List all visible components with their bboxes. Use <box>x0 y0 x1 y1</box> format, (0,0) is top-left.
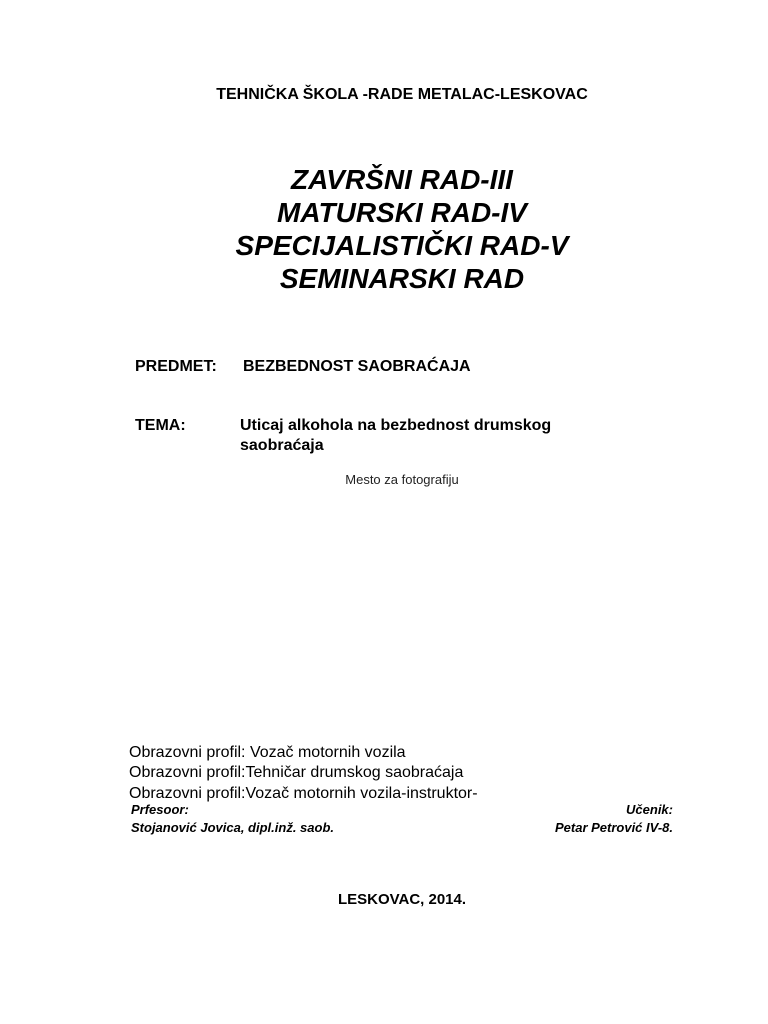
title-line-seminar-work: SEMINARSKI RAD <box>279 263 525 294</box>
school-name: TEHNIČKA ŠKOLA -RADE METALAC-LESKOVAC <box>216 86 588 103</box>
student-label: Učenik: <box>626 802 673 817</box>
photo-placeholder: Mesto za fotografiju <box>345 472 459 487</box>
title-line-specialist-work: SPECIJALISTIČKI RAD-V <box>235 230 569 261</box>
title-line-final-work: ZAVRŠNI RAD-III <box>291 164 513 195</box>
student-name: Petar Petrović IV-8. <box>554 820 673 835</box>
title-line-matura-work: MATURSKI RAD-IV <box>277 197 527 228</box>
place-date: LESKOVAC, 2014. <box>337 891 467 908</box>
professor-label: Prfesoor: <box>131 802 189 817</box>
subject-label: PREDMET: <box>135 358 217 375</box>
profile-line-driver: Obrazovni profil: Vozač motornih vozila <box>129 744 406 761</box>
topic-value-line2: saobraćaja <box>240 437 324 454</box>
profile-line-instructor: Obrazovni profil:Vozač motornih vozila-instruktor- <box>129 785 478 802</box>
topic-label: TEMA: <box>135 417 186 434</box>
topic-value-line1: Uticaj alkohola na bezbednost drumskog <box>240 417 552 434</box>
professor-name: Stojanović Jovica, dipl.inž. saob. <box>131 820 334 835</box>
subject-value: BEZBEDNOST SAOBRAĆAJA <box>243 358 471 375</box>
title-block <box>0 163 768 295</box>
profile-line-technician: Obrazovni profil:Tehničar drumskog saobraćaja <box>129 764 464 781</box>
